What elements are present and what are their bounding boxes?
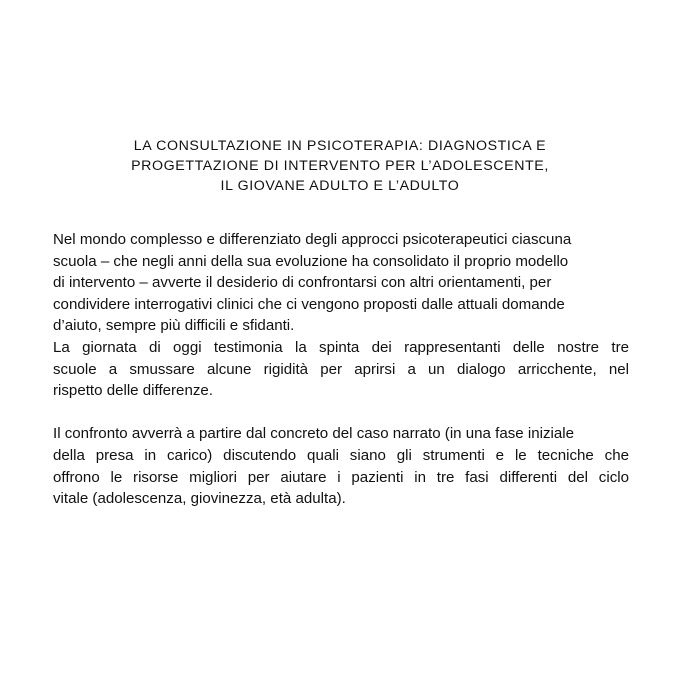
title-line: IL GIOVANE ADULTO E L’ADULTO <box>220 178 460 194</box>
document-body <box>53 229 629 510</box>
paragraph-confronto <box>53 423 629 509</box>
paragraph-giornata <box>53 337 629 402</box>
text-line: scuola – che negli anni della sua evoluzione ha consolidato il proprio modello <box>53 252 569 270</box>
text-line: rispetto delle differenze. <box>53 382 213 400</box>
title-line: PROGETTAZIONE DI INTERVENTO PER L’ADOLESCENTE, <box>131 158 549 174</box>
text-line: condividere interrogativi clinici che ci vengono proposti dalle attuali domande <box>53 295 565 313</box>
document-title <box>60 136 620 196</box>
paragraph-intro <box>53 229 629 337</box>
text-line: scuole a smussare alcune rigidità per aprirsi a un dialogo arricchente, nel <box>53 360 629 378</box>
text-line: Il confronto avverrà a partire dal concreto del caso narrato (in una fase iniziale <box>53 425 575 443</box>
text-line: della presa in carico) discutendo quali siano gli strumenti e le tecniche che <box>53 446 629 464</box>
text-line: d’aiuto, sempre più difficili e sfidanti. <box>53 317 295 335</box>
text-line: offrono le risorse migliori per aiutare i pazienti in tre fasi differenti del ciclo <box>53 468 629 486</box>
text-line: di intervento – avverte il desiderio di confrontarsi con altri orientamenti, per <box>53 274 552 292</box>
text-line: La giornata di oggi testimonia la spinta dei rappresentanti delle nostre tre <box>53 338 629 356</box>
paragraph-spacer <box>53 402 629 424</box>
title-line: LA CONSULTAZIONE IN PSICOTERAPIA: DIAGNOSTICA E <box>133 138 547 154</box>
text-line: vitale (adolescenza, giovinezza, età adulta). <box>53 490 346 508</box>
text-line: Nel mondo complesso e differenziato degli approcci psicoterapeutici ciascuna <box>53 231 572 248</box>
